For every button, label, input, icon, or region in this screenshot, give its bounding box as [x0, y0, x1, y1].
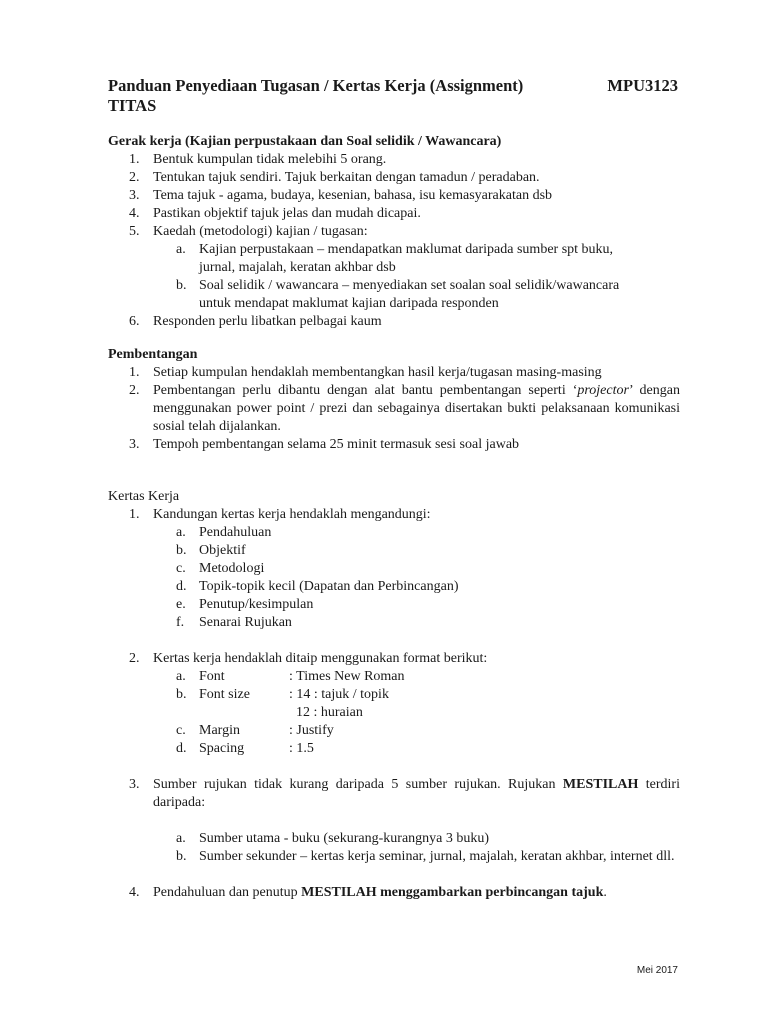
format-label: Spacing	[199, 741, 245, 756]
item-text-continued: terdiri daripada:	[153, 777, 680, 810]
item-text: Kandungan kertas kerja hendaklah mengandungi:	[153, 507, 431, 522]
sub-list-item	[108, 614, 680, 632]
item-number: a.	[176, 525, 186, 540]
list-item	[108, 223, 680, 241]
item-number: b.	[176, 278, 187, 293]
document-title	[108, 76, 678, 116]
section-gerak-kerja	[108, 133, 680, 331]
spacer	[108, 632, 680, 650]
item-number: f.	[176, 615, 185, 630]
item-number: a.	[176, 669, 186, 684]
format-value: : Justify	[289, 723, 334, 738]
item-text: Pendahuluan	[199, 525, 272, 540]
format-label: Margin	[199, 723, 240, 738]
italic-term: projector	[577, 383, 629, 398]
item-number: 3.	[129, 777, 140, 792]
item-text: Pendahuluan dan penutup	[153, 885, 302, 900]
section-pembentangan	[108, 346, 680, 454]
sub-list-item	[108, 596, 680, 614]
title-text: Panduan Penyediaan Tugasan / Kertas Kerja (Assignment)	[108, 76, 524, 95]
format-label: Font	[199, 669, 225, 684]
item-text: Tentukan tajuk sendiri. Tajuk berkaitan dengan tamadun / peradaban.	[153, 170, 540, 185]
list-item	[108, 650, 680, 668]
item-text: Kajian perpustakaan – mendapatkan maklumat daripada sumber spt buku, jurnal, majalah, keratan akhbar dsb	[199, 242, 614, 275]
item-number: c.	[176, 723, 186, 738]
item-number: 1.	[129, 365, 140, 380]
item-number: 4.	[129, 885, 140, 900]
section-kertas-kerja	[108, 488, 680, 902]
sub-list-item	[108, 277, 654, 313]
item-number: a.	[176, 831, 186, 846]
section-heading: Pembentangan	[108, 347, 198, 362]
item-number: d.	[176, 579, 187, 594]
item-number: 6.	[129, 314, 140, 329]
format-row	[108, 704, 680, 722]
sub-list-item	[108, 524, 680, 542]
item-text: Soal selidik / wawancara – menyediakan set soalan soal selidik/wawancara untuk mendapat maklumat kajian daripada responden	[199, 278, 620, 311]
item-text: Setiap kumpulan hendaklah membentangkan hasil kerja/tugasan masing-masing	[153, 365, 602, 380]
item-number: 5.	[129, 224, 140, 239]
spacer	[108, 812, 680, 830]
sub-list-item	[108, 241, 636, 277]
item-number: a.	[176, 242, 186, 257]
title-line2: TITAS	[108, 96, 157, 115]
item-number: 4.	[129, 206, 140, 221]
item-text: Senarai Rujukan	[199, 615, 292, 630]
item-number: 1.	[129, 507, 140, 522]
item-number: b.	[176, 687, 187, 702]
item-text: Sumber utama - buku (sekurang-kurangnya 3 buku)	[199, 831, 490, 846]
item-number: e.	[176, 597, 186, 612]
sub-list-item	[108, 830, 680, 848]
format-value: : 1.5	[289, 741, 314, 756]
item-number: d.	[176, 741, 187, 756]
format-row	[108, 722, 680, 740]
footer-date: Mei 2017	[636, 965, 678, 976]
list-item	[108, 187, 680, 205]
item-text: Penutup/kesimpulan	[199, 597, 314, 612]
item-text: Bentuk kumpulan tidak melebihi 5 orang.	[153, 152, 387, 167]
item-number: b.	[176, 849, 187, 864]
item-text: Pembentangan perlu dibantu dengan alat bantu pembentangan seperti ‘	[153, 383, 578, 398]
emphasis-text: MESTILAH	[562, 777, 639, 792]
item-number: b.	[176, 543, 187, 558]
list-item	[108, 313, 680, 331]
item-text: Responden perlu libatkan pelbagai kaum	[153, 314, 382, 329]
list-item	[108, 884, 680, 902]
item-text: Sumber sekunder – kertas kerja seminar, jurnal, majalah, keratan akhbar, internet dll.	[199, 849, 675, 864]
item-text-continued: .	[603, 885, 607, 900]
format-row	[108, 740, 680, 758]
list-item	[108, 205, 680, 223]
list-item	[108, 151, 680, 169]
item-text: Metodologi	[199, 561, 265, 576]
item-number: 2.	[129, 383, 140, 398]
item-number: 2.	[129, 170, 140, 185]
item-number: 3.	[129, 437, 140, 452]
format-value: : 14 : tajuk / topik	[289, 687, 389, 702]
item-number: c.	[176, 561, 186, 576]
format-label: Font size	[199, 687, 250, 702]
kertas-kerja-list	[108, 506, 680, 902]
item-text: Tema tajuk - agama, budaya, kesenian, bahasa, isu kemasyarakatan dsb	[153, 188, 553, 203]
spacer	[108, 866, 680, 884]
pembentangan-list	[108, 364, 680, 454]
emphasis-text: MESTILAH menggambarkan perbincangan tajuk	[301, 885, 604, 900]
item-text: Objektif	[199, 543, 246, 558]
sub-list-item	[108, 848, 680, 866]
item-number: 2.	[129, 651, 140, 666]
sub-list-item	[108, 560, 680, 578]
item-number: 3.	[129, 188, 140, 203]
sub-list-item	[108, 578, 680, 596]
item-text-continued: ’ dengan menggunakan power point / prezi dan sebagainya disertakan bukti pelaksanaan komunikasi sosial telah dijalankan.	[153, 383, 680, 434]
item-text: Sumber rujukan tidak kurang daripada 5 sumber rujukan. Rujukan	[153, 777, 563, 792]
list-item	[108, 169, 680, 187]
item-text: Tempoh pembentangan selama 25 minit termasuk sesi soal jawab	[153, 437, 520, 452]
item-text: Pastikan objektif tajuk jelas dan mudah dicapai.	[153, 206, 421, 221]
item-text: Topik-topik kecil (Dapatan dan Perbincangan)	[199, 579, 459, 594]
section-heading: Kertas Kerja	[108, 489, 180, 504]
item-text: Kaedah (metodologi) kajian / tugasan:	[153, 224, 368, 239]
sub-list-item	[108, 542, 680, 560]
list-item	[108, 506, 680, 524]
spacer	[108, 758, 680, 776]
list-item	[108, 364, 680, 382]
course-code: MPU3123	[607, 76, 678, 95]
format-value: : Times New Roman	[289, 669, 405, 684]
list-item	[108, 776, 680, 812]
section-heading: Gerak kerja (Kajian perpustakaan dan Soal selidik / Wawancara)	[108, 134, 502, 149]
item-number: 1.	[129, 152, 140, 167]
format-row	[108, 686, 680, 704]
format-value: 12 : huraian	[289, 705, 363, 720]
list-item	[108, 382, 680, 436]
format-row	[108, 668, 680, 686]
gerak-kerja-list	[108, 151, 680, 331]
item-text: Kertas kerja hendaklah ditaip menggunakan format berikut:	[153, 651, 488, 666]
list-item	[108, 436, 680, 454]
